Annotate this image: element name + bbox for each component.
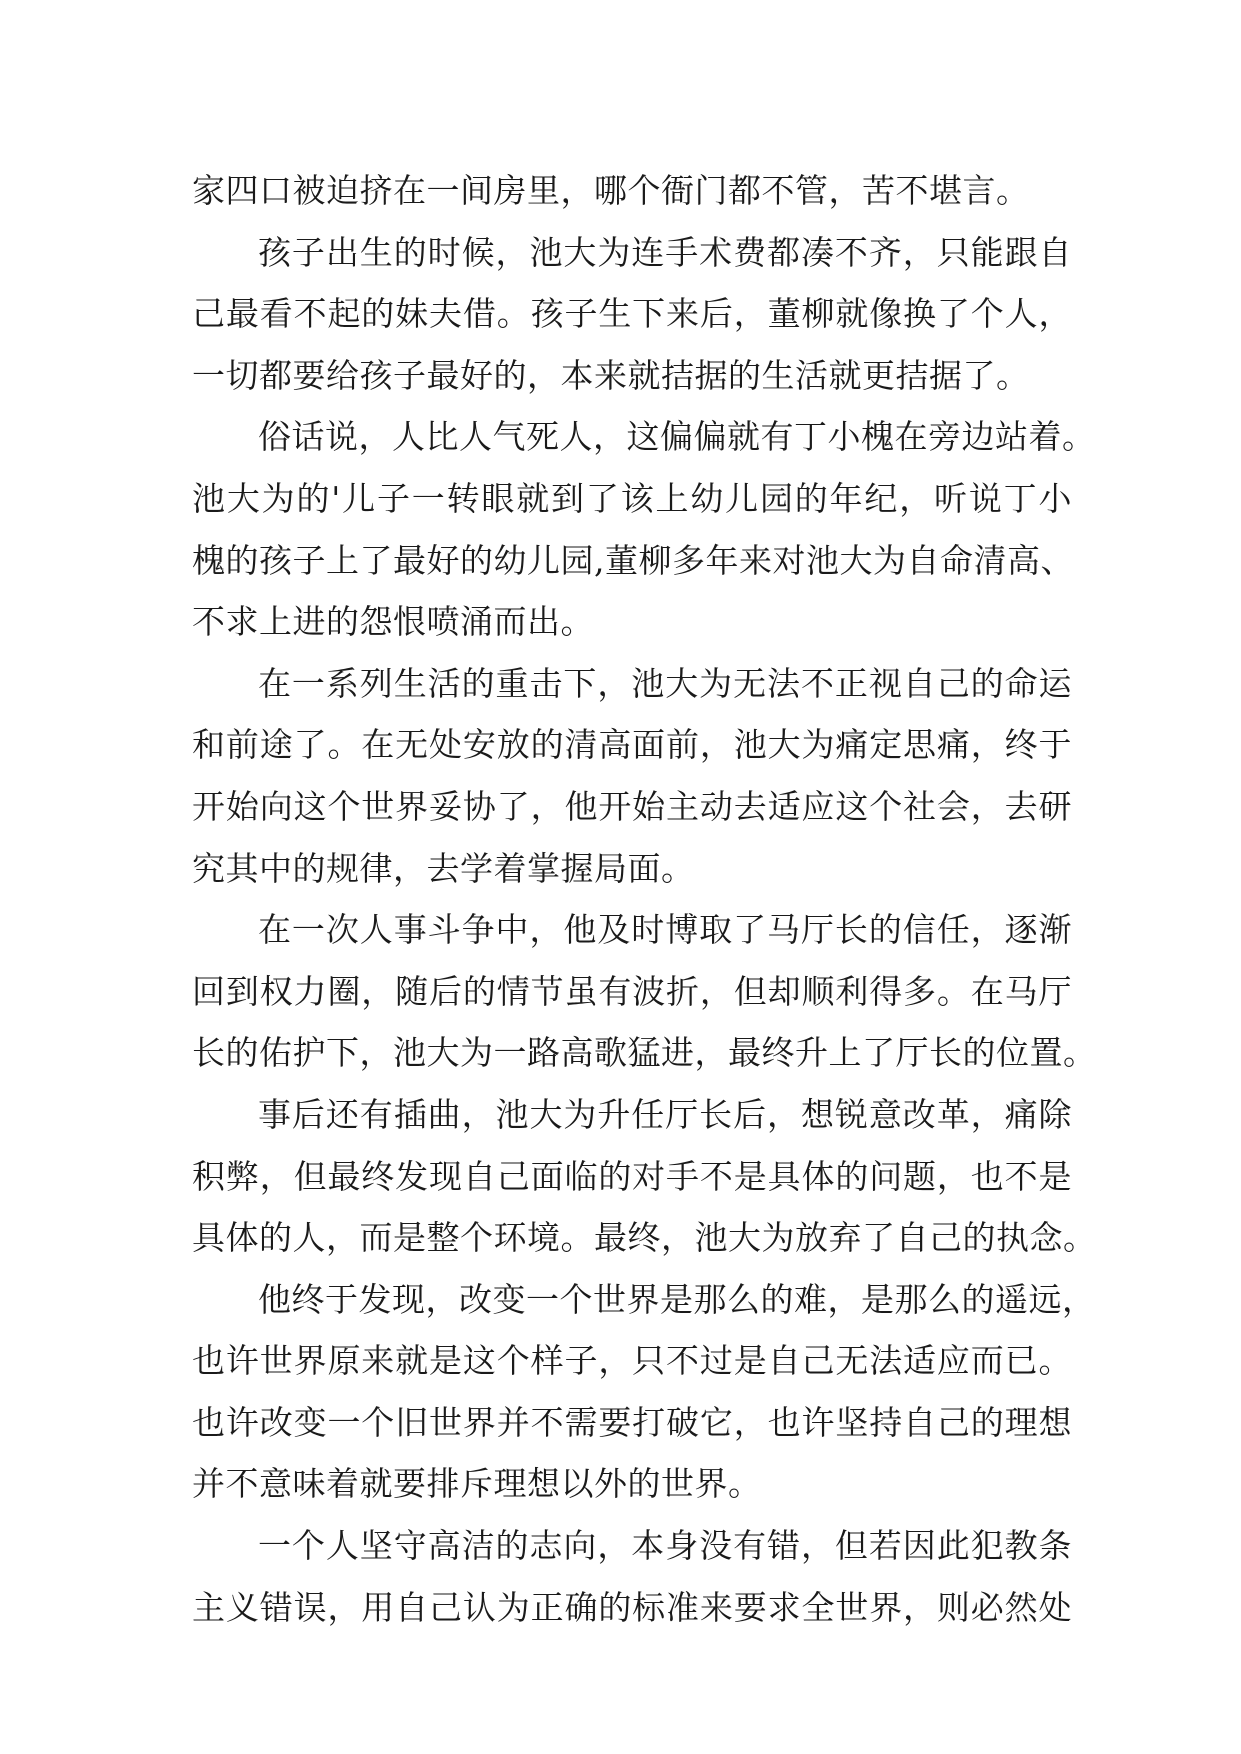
text-line: 一切都要给孩子最好的，本来就拮据的生活就更拮据了。 [192,355,1030,395]
paragraph [192,1084,1097,1269]
paragraph [192,899,1097,1084]
text-line: 和前途了。在无处安放的清高面前，池大为痛定思痛，终于 [192,725,1072,765]
text-line: 积弊，但最终发现自己面临的对手不是具体的问题，也不是 [192,1156,1072,1196]
text-line: 开始向这个世界妥协了，他开始主动去适应这个社会，去研 [192,786,1072,826]
text-line: 槐的孩子上了最好的幼儿园,董柳多年来对池大为自命清高、 [192,540,1074,580]
paragraph [192,406,1096,652]
text-line: 不求上进的怨恨喷涌而出。 [192,602,594,642]
paragraph [192,222,1072,407]
text-line: 孩子出生的时候，池大为连手术费都凑不齐，只能跟自 [258,232,1072,272]
text-line: 事后还有插曲，池大为升任厅长后，想锐意改革，痛除 [258,1094,1072,1134]
text-line: 一个人坚守高洁的志向，本身没有错，但若因此犯教条 [258,1526,1072,1566]
text-line: 池大为的'儿子一转眼就到了该上幼儿园的年纪，听说丁小 [192,478,1072,518]
text-line: 也许世界原来就是这个样子，只不过是自己无法适应而已。 [192,1341,1072,1381]
paragraph [192,160,1072,222]
text-line: 在一系列生活的重击下，池大为无法不正视自己的命运 [258,663,1072,703]
paragraph [192,1269,1096,1515]
text-line: 俗话说，人比人气死人，这偏偏就有丁小槐在旁边站着。 [258,417,1096,457]
text-line: 长的佑护下，池大为一路高歌猛进，最终升上了厅长的位置。 [192,1033,1097,1073]
text-line: 也许改变一个旧世界并不需要打破它，也许坚持自己的理想 [192,1402,1072,1442]
text-line: 在一次人事斗争中，他及时博取了马厅长的信任，逐渐 [258,910,1072,950]
text-line: 并不意味着就要排斥理想以外的世界。 [192,1464,762,1504]
text-line: 己最看不起的妹夫借。孩子生下来后，董柳就像换了个人， [192,294,1072,334]
text-line: 究其中的规律，去学着掌握局面。 [192,848,695,888]
text-line: 他终于发现，改变一个世界是那么的难，是那么的遥远， [258,1279,1096,1319]
text-line: 回到权力圈，随后的情节虽有波折，但却顺利得多。在马厅 [192,971,1072,1011]
text-line: 主义错误，用自己认为正确的标准来要求全世界，则必然处 [192,1587,1072,1627]
text-line: 具体的人，而是整个环境。最终，池大为放弃了自己的执念。 [192,1218,1097,1258]
paragraph [192,653,1072,899]
document-body [192,160,1097,1638]
paragraph [192,1515,1072,1638]
text-line: 家四口被迫挤在一间房里，哪个衙门都不管，苦不堪言。 [192,171,1030,210]
